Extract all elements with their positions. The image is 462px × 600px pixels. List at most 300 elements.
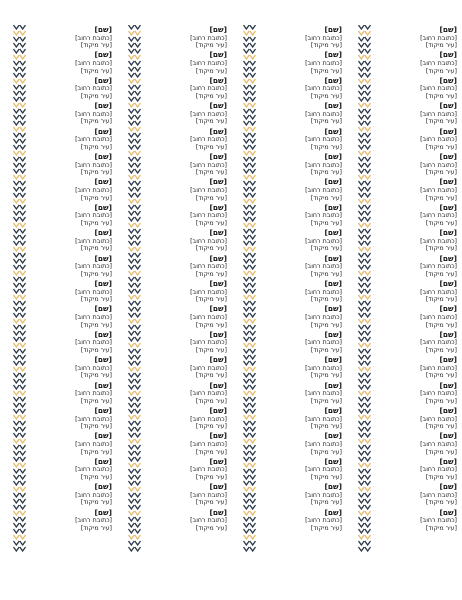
address-label[interactable] [30,407,112,433]
address-label[interactable] [30,331,112,357]
chevron-mark [14,493,20,497]
address-label[interactable] [30,356,112,382]
label-name: [שם] [439,456,457,466]
chevron-mark [365,391,371,395]
address-label[interactable] [30,280,112,306]
label-city: [עיר מיקוד] [425,524,457,532]
address-label[interactable] [145,458,227,484]
chevron-mark [365,445,371,449]
address-label[interactable] [260,255,342,281]
address-label[interactable] [145,51,227,77]
label-city: [עיר מיקוד] [80,296,112,304]
label-street: [כתובת רחוב] [420,364,457,372]
chevron-mark [20,505,26,509]
address-label[interactable] [260,26,342,52]
chevron-mark [250,49,256,53]
address-label[interactable] [30,382,112,408]
chevron-mark [244,175,250,179]
chevron-mark [14,523,20,527]
chevron-mark [365,199,371,203]
chevron-mark [244,367,250,371]
label-street: [כתובת רחוב] [305,339,342,347]
address-label[interactable] [30,255,112,281]
chevron-mark [250,529,256,533]
address-label[interactable] [375,356,457,382]
chevron-mark [365,475,371,479]
address-label[interactable] [375,77,457,103]
address-label[interactable] [145,331,227,357]
chevron-mark [14,205,20,209]
label-street: [כתובת רחוב] [305,263,342,271]
chevron-mark [250,463,256,467]
chevron-mark [250,337,256,341]
chevron-mark [135,79,141,83]
label-city: [עיר מיקוד] [425,270,457,278]
label-street: [כתובת רחוב] [305,59,342,67]
label-city: [עיר מיקוד] [310,524,342,532]
chevron-mark [365,121,371,125]
address-label[interactable] [145,102,227,128]
chevron-mark [244,79,250,83]
chevron-mark [365,55,371,59]
address-label[interactable] [145,255,227,281]
address-label[interactable] [30,458,112,484]
address-label[interactable] [260,77,342,103]
address-label[interactable] [260,128,342,154]
address-label[interactable] [30,305,112,331]
chevron-mark [359,121,365,125]
chevron-mark [129,481,135,485]
chevron-mark [129,325,135,329]
chevron-mark [250,97,256,101]
chevron-mark [14,67,20,71]
chevron-mark [244,37,250,41]
chevron-mark [129,409,135,413]
address-label[interactable] [145,26,227,52]
chevron-mark [135,433,141,437]
address-label[interactable] [375,102,457,128]
chevron-mark [359,181,365,185]
address-label[interactable] [375,178,457,204]
chevron-mark [14,409,20,413]
chevron-mark [129,541,135,545]
chevron-mark [14,145,20,149]
label-city: [עיר מיקוד] [425,448,457,456]
chevron-mark [359,343,365,347]
address-label[interactable] [260,407,342,433]
chevron-mark [20,73,26,77]
chevron-mark [14,109,20,113]
chevron-mark [365,307,371,311]
label-street: [כתובת רחוב] [420,466,457,474]
chevron-mark [135,283,141,287]
address-label[interactable] [260,204,342,230]
label-street: [כתובת רחוב] [75,440,112,448]
chevron-mark [359,355,365,359]
label-street: [כתובת רחוב] [75,263,112,271]
address-label[interactable] [145,280,227,306]
address-label[interactable] [145,77,227,103]
address-label[interactable] [375,509,457,535]
label-city: [עיר מיקוד] [80,423,112,431]
chevron-mark [129,499,135,503]
chevron-mark [359,427,365,431]
chevron-mark [14,433,20,437]
label-street: [כתובת רחוב] [190,85,227,93]
chevron-mark [365,487,371,491]
address-label[interactable] [260,382,342,408]
chevron-mark [135,121,141,125]
address-label[interactable] [145,483,227,509]
address-label[interactable] [375,153,457,179]
chevron-mark [244,439,250,443]
address-label[interactable] [260,51,342,77]
address-label[interactable] [375,229,457,255]
chevron-mark [135,499,141,503]
chevron-mark [20,265,26,269]
chevron-mark [359,193,365,197]
label-street: [כתובת רחוב] [75,415,112,423]
address-label[interactable] [375,305,457,331]
chevron-mark [365,355,371,359]
chevron-mark [365,223,371,227]
chevron-mark [135,307,141,311]
chevron-mark [250,319,256,323]
label-city: [עיר מיקוד] [425,219,457,227]
chevron-mark [14,289,20,293]
chevron-mark [365,301,371,305]
label-city: [עיר מיקוד] [310,473,342,481]
chevron-mark [250,91,256,95]
chevron-mark [250,289,256,293]
chevron-mark [20,283,26,287]
address-label[interactable] [375,280,457,306]
chevron-mark [250,409,256,413]
label-name: [שם] [324,279,342,288]
chevron-mark [135,259,141,263]
address-label[interactable] [260,305,342,331]
chevron-mark [135,61,141,65]
address-label[interactable] [145,382,227,408]
chevron-mark [359,535,365,539]
address-label[interactable] [145,153,227,179]
chevron-mark [250,343,256,347]
label-city: [עיר מיקוד] [425,92,457,100]
chevron-mark [365,397,371,401]
chevron-mark [20,175,26,179]
address-label[interactable] [30,51,112,77]
chevron-mark [135,391,141,395]
chevron-mark [250,301,256,305]
address-label[interactable] [375,458,457,484]
chevron-mark [244,295,250,299]
chevron-mark [250,79,256,83]
address-label[interactable] [260,483,342,509]
address-label[interactable] [145,204,227,230]
chevron-mark [135,199,141,203]
label-name: [שם] [209,507,227,517]
chevron-mark [129,445,135,449]
address-label[interactable] [375,51,457,77]
address-label[interactable] [375,204,457,230]
label-street: [כתובת רחוב] [75,491,112,499]
label-city: [עיר מיקוד] [310,143,342,151]
chevron-mark [250,73,256,77]
address-label[interactable] [375,432,457,458]
chevron-mark [250,61,256,65]
chevron-mark [129,211,135,215]
chevron-mark [135,319,141,323]
label-city: [עיר מיקוד] [195,346,227,354]
address-label[interactable] [145,178,227,204]
address-label[interactable] [145,432,227,458]
label-street: [כתובת רחוב] [305,390,342,398]
chevron-mark [129,277,135,281]
chevron-mark [135,229,141,233]
label-street: [כתובת רחוב] [75,110,112,118]
address-label[interactable] [30,26,112,52]
label-street: [כתובת רחוב] [190,364,227,372]
chevron-mark [250,199,256,203]
address-label[interactable] [375,407,457,433]
address-label[interactable] [260,458,342,484]
chevron-mark [129,151,135,155]
chevron-mark [129,451,135,455]
label-street: [כתובת רחוב] [75,136,112,144]
label-street: [כתובת רחוב] [420,136,457,144]
chevron-mark [244,223,250,227]
address-label[interactable] [30,178,112,204]
label-name: [שם] [439,177,457,187]
address-label[interactable] [145,356,227,382]
chevron-mark [250,145,256,149]
label-street: [כתובת רחוב] [190,313,227,321]
chevron-mark [135,85,141,89]
chevron-mark [129,181,135,185]
address-label[interactable] [260,509,342,535]
chevron-mark [244,91,250,95]
address-label[interactable] [145,305,227,331]
chevron-mark [14,229,20,233]
label-street: [כתובת רחוב] [305,85,342,93]
chevron-mark [359,169,365,173]
chevron-mark [20,403,26,407]
chevron-mark [129,487,135,491]
address-label[interactable] [30,229,112,255]
label-street: [כתובת רחוב] [420,339,457,347]
address-label[interactable] [260,153,342,179]
label-name: [שם] [94,304,112,314]
chevron-mark [129,469,135,473]
chevron-mark [359,67,365,71]
label-column [348,25,461,553]
chevron-mark [14,349,20,353]
label-street: [כתובת רחוב] [190,263,227,271]
chevron-mark [244,235,250,239]
chevron-mark [250,415,256,419]
chevron-mark [365,517,371,521]
chevron-mark [365,49,371,53]
address-label[interactable] [30,128,112,154]
address-label[interactable] [145,509,227,535]
chevron-mark [20,169,26,173]
chevron-mark [365,127,371,131]
chevron-mark [250,517,256,521]
chevron-mark [129,157,135,161]
chevron-mark [250,205,256,209]
chevron-mark [129,523,135,527]
chevron-mark [20,67,26,71]
chevron-mark [359,517,365,521]
chevron-mark [129,127,135,131]
address-label[interactable] [30,509,112,535]
label-street: [כתובת רחוב] [305,136,342,144]
address-label[interactable] [30,483,112,509]
chevron-mark [244,127,250,131]
label-name: [שם] [94,152,112,161]
chevron-mark [250,487,256,491]
chevron-mark [135,169,141,173]
chevron-mark [365,265,371,269]
label-city: [עיר מיקוד] [425,245,457,253]
chevron-mark [14,175,20,179]
address-label[interactable] [375,26,457,52]
chevron-mark [250,547,256,551]
chevron-mark [135,235,141,239]
chevron-mark [359,439,365,443]
address-label[interactable] [375,255,457,281]
address-label[interactable] [375,128,457,154]
chevron-mark [365,415,371,419]
label-street: [כתובת רחוב] [190,212,227,220]
chevron-stripe-icon [243,25,256,553]
label-city: [עיר מיקוד] [310,296,342,304]
chevron-mark [14,283,20,287]
chevron-mark [135,505,141,509]
chevron-mark [365,235,371,239]
label-name: [שם] [94,228,112,238]
address-label[interactable] [145,229,227,255]
chevron-mark [135,37,141,41]
chevron-mark [250,277,256,281]
chevron-mark [359,523,365,527]
chevron-mark [365,343,371,347]
chevron-mark [365,193,371,197]
chevron-mark [244,343,250,347]
chevron-mark [244,469,250,473]
chevron-mark [244,103,250,107]
address-label[interactable] [260,432,342,458]
address-label[interactable] [260,356,342,382]
label-name: [שם] [324,25,342,34]
label-street: [כתובת רחוב] [305,313,342,321]
label-city: [עיר מיקוד] [310,42,342,50]
chevron-mark [365,163,371,167]
address-label[interactable] [260,229,342,255]
address-label[interactable] [260,280,342,306]
address-label[interactable] [260,178,342,204]
label-city: [עיר מיקוד] [195,219,227,227]
chevron-mark [14,265,20,269]
chevron-mark [359,295,365,299]
chevron-mark [250,223,256,227]
address-label[interactable] [145,128,227,154]
address-label[interactable] [260,331,342,357]
label-name: [שם] [439,329,457,339]
chevron-mark [14,475,20,479]
label-street: [כתובת רחוב] [190,136,227,144]
chevron-mark [359,325,365,329]
chevron-mark [359,25,365,29]
address-label[interactable] [30,102,112,128]
chevron-mark [359,163,365,167]
label-city: [עיר מיקוד] [195,270,227,278]
chevron-mark [20,499,26,503]
chevron-mark [14,43,20,47]
chevron-mark [129,493,135,497]
chevron-mark [14,91,20,95]
label-city: [עיר מיקוד] [195,321,227,329]
chevron-mark [250,235,256,239]
chevron-mark [365,325,371,329]
label-street: [כתובת רחוב] [75,59,112,67]
chevron-mark [359,133,365,137]
chevron-mark [359,229,365,233]
chevron-mark [129,109,135,113]
label-city: [עיר מיקוד] [425,67,457,75]
chevron-mark [244,391,250,395]
chevron-mark [365,427,371,431]
chevron-mark [135,109,141,113]
label-city: [עיר מיקוד] [425,296,457,304]
label-street: [כתובת רחוב] [75,339,112,347]
chevron-mark [135,295,141,299]
chevron-mark [244,61,250,65]
label-name: [שם] [439,304,457,314]
chevron-mark [20,349,26,353]
chevron-mark [14,301,20,305]
address-label[interactable] [375,382,457,408]
chevron-mark [20,367,26,371]
label-name: [שם] [209,304,227,314]
chevron-mark [359,205,365,209]
label-city: [עיר מיקוד] [195,372,227,380]
chevron-mark [129,535,135,539]
address-label[interactable] [375,483,457,509]
label-street: [כתובת רחוב] [190,415,227,423]
label-street: [כתובת רחוב] [190,237,227,245]
chevron-mark [20,445,26,449]
address-label[interactable] [30,432,112,458]
chevron-mark [244,163,250,167]
address-label[interactable] [145,407,227,433]
chevron-mark [244,457,250,461]
address-label[interactable] [30,204,112,230]
chevron-mark [20,415,26,419]
chevron-mark [359,43,365,47]
chevron-mark [129,253,135,257]
address-label[interactable] [30,77,112,103]
chevron-mark [250,523,256,527]
label-street: [כתובת רחוב] [190,517,227,525]
chevron-stripe-icon [13,25,26,553]
address-label[interactable] [375,331,457,357]
chevron-mark [135,421,141,425]
address-label[interactable] [30,153,112,179]
address-label[interactable] [260,102,342,128]
chevron-mark [250,373,256,377]
chevron-mark [20,541,26,545]
